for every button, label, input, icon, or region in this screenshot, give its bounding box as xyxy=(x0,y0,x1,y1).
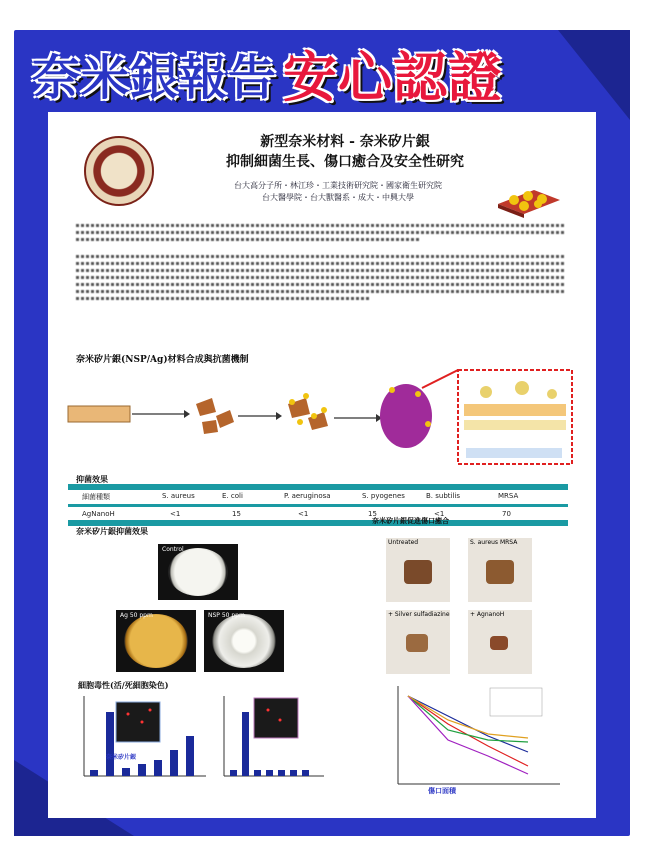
wound-label-1: Untreated xyxy=(388,539,419,546)
section-wound-title: 奈米矽片銀促進傷口癒合 xyxy=(372,516,449,525)
wound-photo-1 xyxy=(386,538,450,602)
abstract-text xyxy=(76,220,566,304)
dish-label-control: Control xyxy=(162,546,184,553)
university-seal-icon xyxy=(84,136,154,206)
section-table-title: 抑菌效果 xyxy=(76,474,108,484)
table-cell: <1 xyxy=(298,510,309,518)
table-cell: P. aeruginosa xyxy=(284,492,331,500)
table-cell: 70 xyxy=(502,510,511,518)
banner-title xyxy=(32,38,503,108)
table-cell: MRSA xyxy=(498,492,519,500)
paper-title xyxy=(180,132,510,172)
section-cell-title: 細胞毒性(活/死細胞染色) xyxy=(78,680,169,690)
authors-line2: 台大醫學院・台大獸醫系・成大・中興大學 xyxy=(262,193,414,202)
paper-title-line1: 新型奈米材料 - 奈米矽片銀 xyxy=(260,134,430,150)
dish-label-ag: Ag 50 ppm xyxy=(120,612,153,619)
cell-viability-chart-1 xyxy=(76,692,210,782)
nanosilver-platelet-icon xyxy=(494,168,564,218)
section-synthesis-title: 奈米矽片銀(NSP/Ag)材料合成與抗菌機制 xyxy=(76,355,249,365)
wound-photo-3 xyxy=(386,610,450,674)
wound-photo-2 xyxy=(468,538,532,602)
dish-photo-ag xyxy=(116,610,196,672)
table-cell: S. aureus xyxy=(162,492,195,500)
dish-photo-control xyxy=(158,544,238,600)
wound-area-line-chart xyxy=(388,680,564,800)
table-cell: S. pyogenes xyxy=(362,492,405,500)
table-cell: B. subtilis xyxy=(426,492,461,500)
synthesis-diagram xyxy=(66,364,576,468)
dish-photo-nsp xyxy=(204,610,284,672)
paper-title-line2: 抑制細菌生長、傷口癒合及安全性研究 xyxy=(226,154,464,170)
dish-label-nsp: NSP 50 ppm xyxy=(208,612,245,619)
wound-label-2: S. aureus MRSA xyxy=(470,539,518,546)
chart-caption-2: 傷口面積 xyxy=(428,787,456,795)
authors-line1: 台大高分子所・林江珍・工業技術研究院・國家衛生研究院 xyxy=(234,181,442,190)
section-dish-title: 奈米矽片銀抑菌效果 xyxy=(76,526,148,536)
table-mid-bar xyxy=(68,504,568,507)
banner-title-red: 安心認證 xyxy=(283,45,504,109)
table-cell: <1 xyxy=(434,510,445,518)
banner-title-blue: 奈米銀報告 xyxy=(32,49,278,106)
wound-label-3: + Silver sulfadiazine xyxy=(388,611,450,618)
wound-photo-4 xyxy=(468,610,532,674)
corner-decoration-top xyxy=(558,30,630,120)
table-top-bar xyxy=(68,484,568,490)
research-poster xyxy=(62,124,582,814)
wound-label-4: + AgnanoH xyxy=(470,611,505,618)
table-cell: <1 xyxy=(170,510,181,518)
cell-viability-chart-2 xyxy=(218,692,328,782)
authors xyxy=(188,180,488,204)
table-cell: 15 xyxy=(368,510,377,518)
table-header-col1: 細菌種類 xyxy=(82,493,110,501)
table-cell: 15 xyxy=(232,510,241,518)
table-cell: E. coli xyxy=(222,492,243,500)
chart-caption-1: 奈米矽片銀 xyxy=(106,754,137,761)
table-cell: AgNanoH xyxy=(82,510,115,518)
